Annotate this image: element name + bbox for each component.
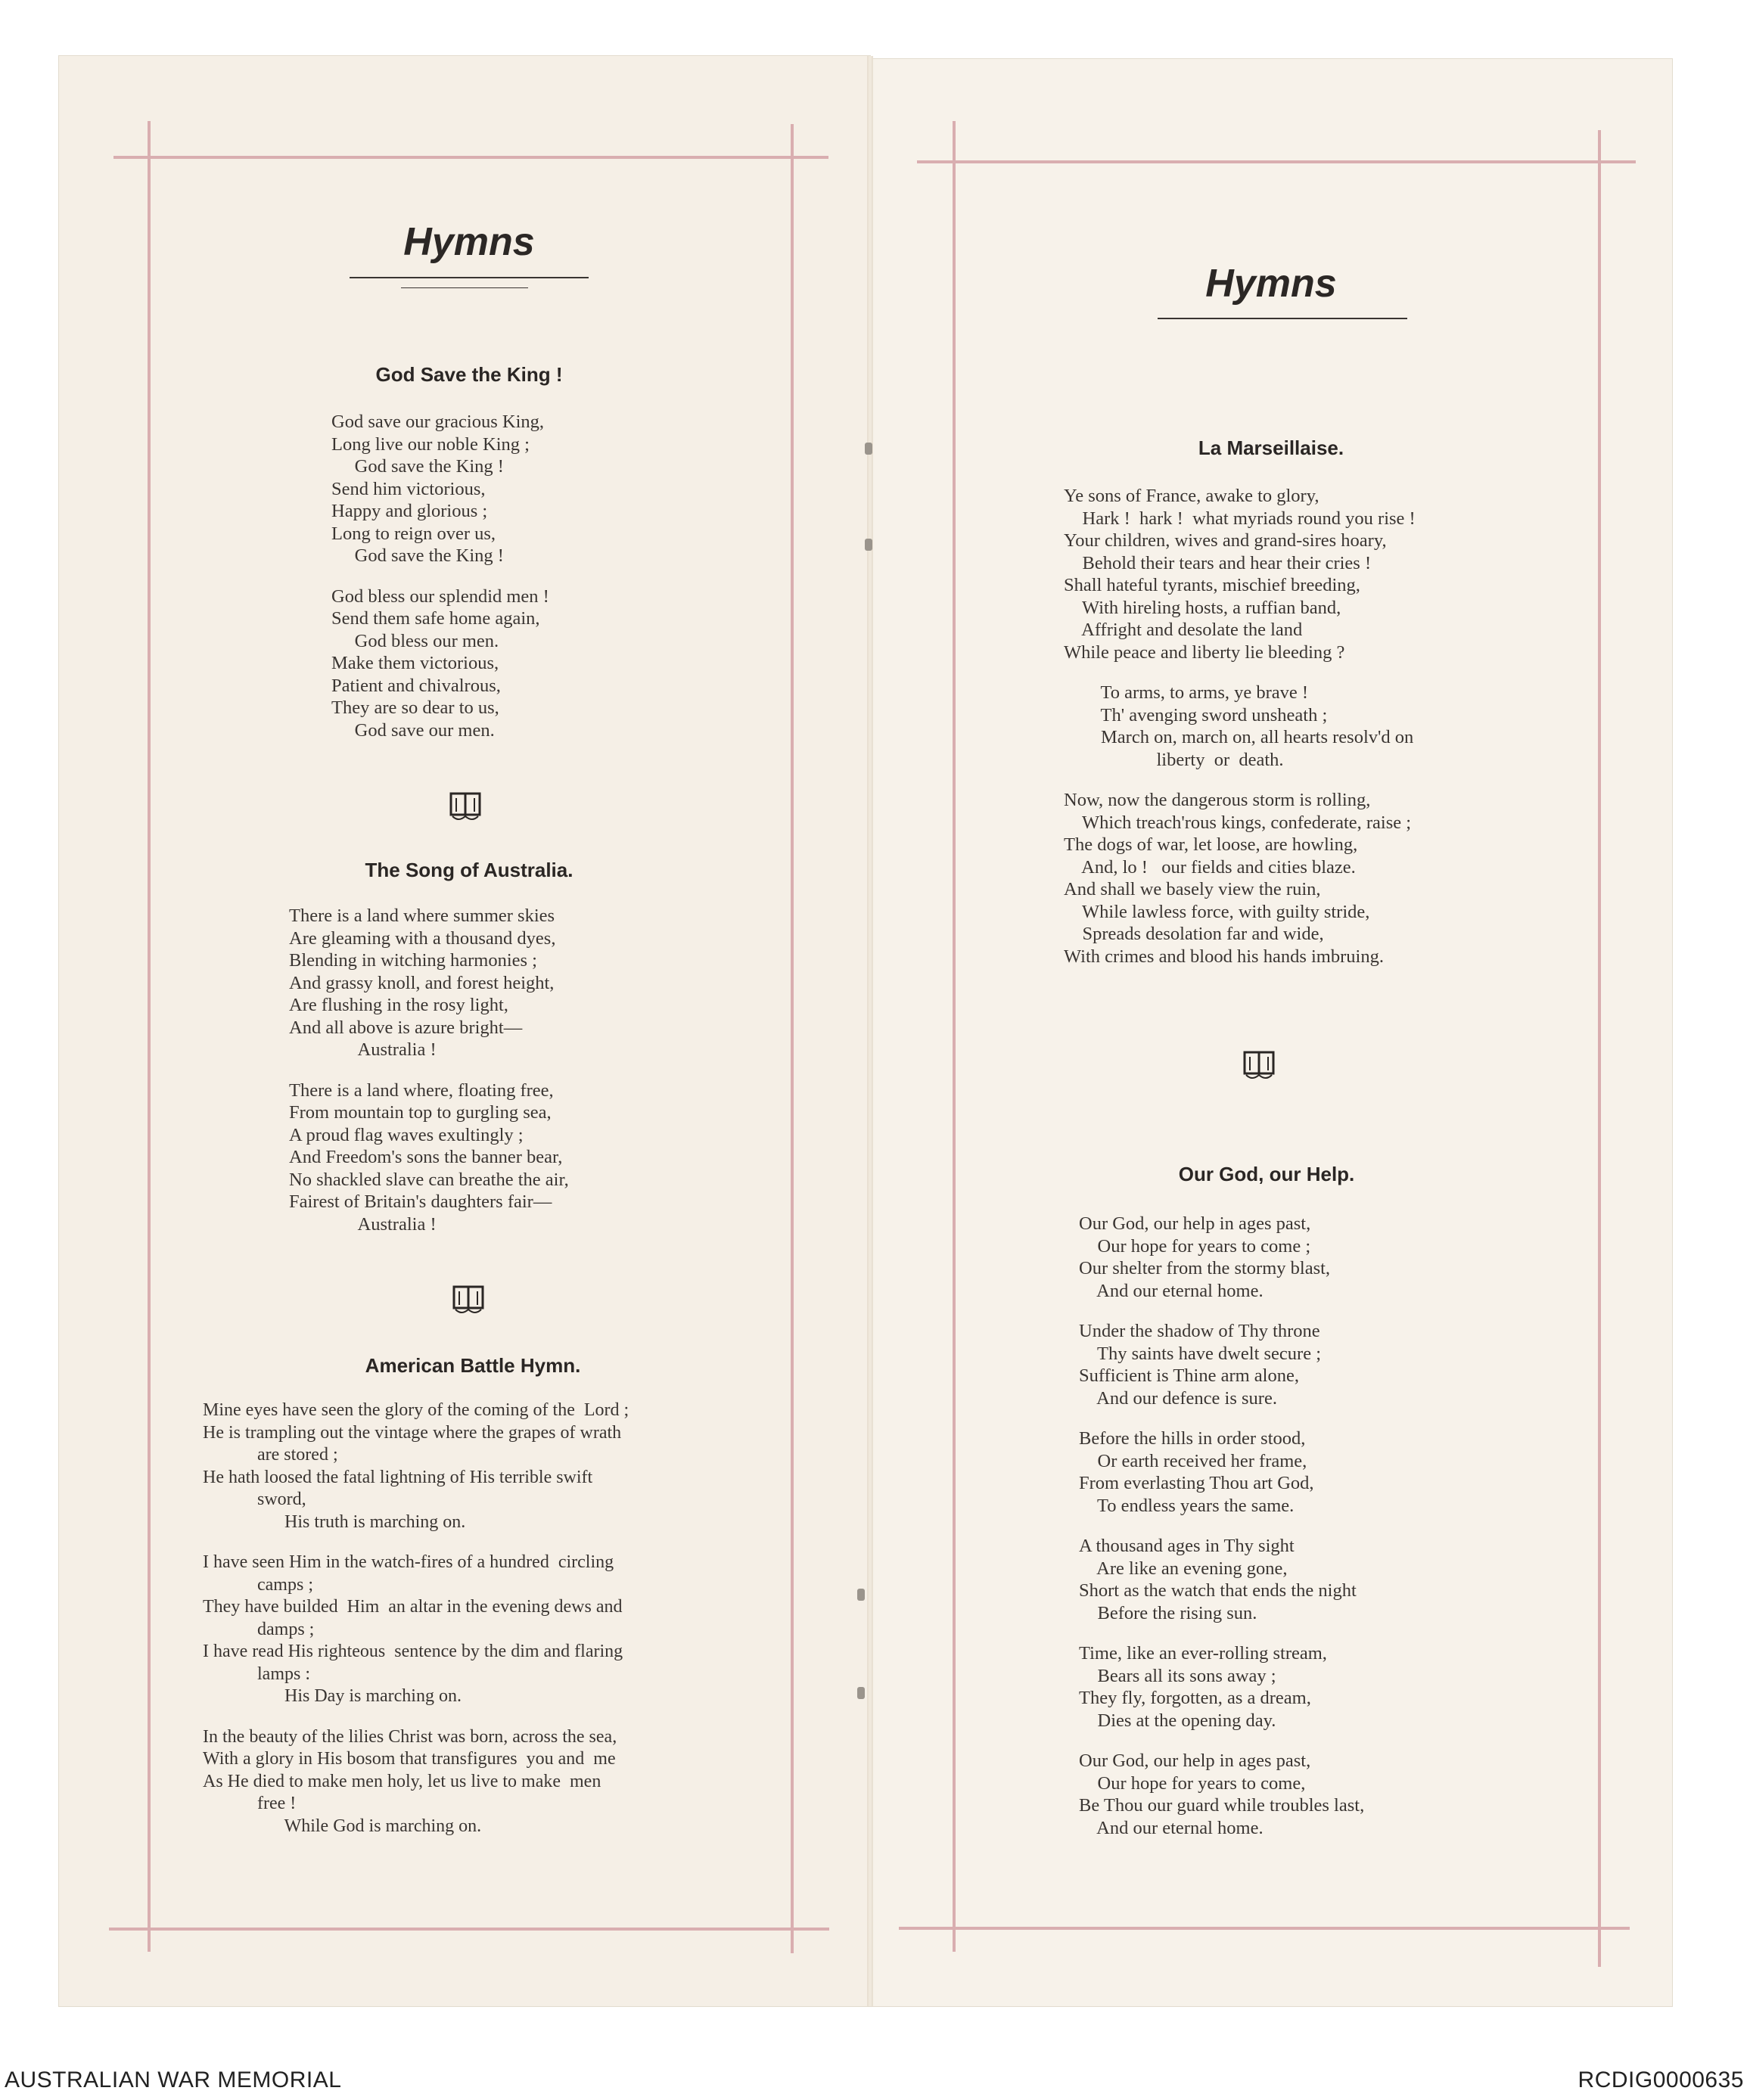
verse-line: God save our men. [331, 719, 495, 741]
hymn-title: The Song of Australia. [365, 859, 573, 881]
verse-line: His truth is marching on. [203, 1511, 466, 1532]
verse-line: And our defence is sure. [1079, 1387, 1277, 1409]
verse-line: Before the hills in order stood, [1079, 1428, 1306, 1449]
verse-line: Bears all its sons away ; [1079, 1665, 1276, 1686]
stanza-break [1064, 663, 1416, 682]
verse-line: free ! [203, 1794, 297, 1813]
verse-line: Be Thou our guard while troubles last, [1079, 1795, 1365, 1816]
verse-line: Th' avenging sword unsheath ; [1064, 704, 1328, 725]
verse-line: sword, [203, 1490, 306, 1509]
hymn-title: La Marseillaise. [1198, 436, 1344, 459]
verse-line: From mountain top to gurgling sea, [289, 1102, 552, 1123]
verse-line: I have read His righteous sentence by the dim and flaring [203, 1642, 623, 1661]
verse-line: Your children, wives and grand-sires hoary, [1064, 530, 1387, 551]
verse-line: To arms, to arms, ye brave ! [1064, 682, 1309, 703]
verse-line: God bless our splendid men ! [331, 586, 549, 607]
border-rule [148, 121, 151, 1952]
stanza-break [331, 567, 549, 586]
verse-line: With crimes and blood his hands imbruing. [1064, 946, 1384, 967]
verse-line: And our eternal home. [1079, 1817, 1264, 1838]
stanza-break [1079, 1302, 1364, 1320]
verse-line: Dies at the opening day. [1079, 1710, 1276, 1731]
verse-line: Time, like an ever-rolling stream, [1079, 1643, 1327, 1664]
verse-line: Our shelter from the stormy blast, [1079, 1258, 1331, 1278]
verse-line: Which treach'rous kings, confederate, raise ; [1064, 812, 1412, 833]
border-rule [953, 121, 956, 1952]
verse-line: While God is marching on. [203, 1816, 482, 1836]
verse-line: I have seen Him in the watch-fires of a hundred circling [203, 1552, 614, 1572]
hymn-verses [1079, 1213, 1364, 1839]
verse-line: And grassy knoll, and forest height, [289, 972, 555, 993]
verse-line: And shall we basely view the ruin, [1064, 879, 1321, 899]
hymn-title: American Battle Hymn. [365, 1354, 581, 1377]
verse-line: As He died to make men holy, let us live to make men [203, 1771, 601, 1791]
verse-line: Shall hateful tyrants, mischief breeding, [1064, 575, 1360, 595]
booklet-gutter [867, 56, 873, 2006]
verse-line: Affright and desolate the land [1064, 620, 1303, 640]
verse-line: There is a land where, floating free, [289, 1080, 554, 1101]
verse-line: He is trampling out the vintage where the grapes of wrath [203, 1422, 622, 1443]
verse-line: Long to reign over us, [331, 523, 496, 544]
verse-line: Spreads desolation far and wide, [1064, 924, 1324, 944]
verse-line: God save the King ! [331, 545, 504, 566]
verse-line: camps ; [203, 1574, 313, 1595]
verse-line: He hath loosed the fatal lightning of His terrible swift [203, 1467, 593, 1487]
stanza-break [1079, 1517, 1364, 1535]
verse-line: Or earth received her frame, [1079, 1450, 1307, 1471]
stanza-break [203, 1533, 629, 1552]
verse-line: Are flushing in the rosy light, [289, 995, 508, 1015]
border-rule [791, 124, 794, 1953]
verse-line: A proud flag waves exultingly ; [289, 1124, 524, 1145]
verse-line: With hireling hosts, a ruffian band, [1064, 597, 1341, 618]
page-heading: Hymns [1205, 262, 1337, 306]
verse-line: His Day is marching on. [203, 1686, 462, 1706]
verse-line: The dogs of war, let loose, are howling, [1064, 834, 1358, 855]
verse-line: Send them safe home again, [331, 608, 540, 629]
border-rule [1598, 130, 1601, 1967]
hymn-verses [331, 411, 549, 741]
verse-line: Ye sons of France, awake to glory, [1064, 486, 1319, 506]
verse-line: Behold their tears and hear their cries ! [1064, 552, 1372, 573]
verse-line: Before the rising sun. [1079, 1602, 1257, 1623]
verse-line: While lawless force, with guilty stride, [1064, 901, 1370, 922]
verse-line: liberty or death. [1064, 749, 1284, 770]
verse-line: From everlasting Thou art God, [1079, 1473, 1314, 1493]
verse-line: Our hope for years to come, [1079, 1772, 1306, 1794]
verse-line: March on, march on, all hearts resolv'd on [1064, 727, 1414, 747]
border-rule [109, 1928, 829, 1931]
staple [857, 1687, 865, 1699]
verse-line: A thousand ages in Thy sight [1079, 1536, 1295, 1556]
verse-line: Thy saints have dwelt secure ; [1079, 1343, 1322, 1364]
verse-line: They have builded Him an altar in the evening dews and [203, 1597, 623, 1617]
verse-line: And, lo ! our fields and cities blaze. [1064, 856, 1356, 878]
footer-archive-credit: AUSTRALIAN WAR MEMORIAL [5, 2067, 342, 2092]
verse-line: Make them victorious, [331, 653, 499, 673]
hymn-title: Our God, our Help. [1178, 1163, 1355, 1185]
verse-line: Our hope for years to come ; [1079, 1235, 1311, 1257]
hymn-verses [1064, 485, 1416, 968]
verse-line: Send him victorious, [331, 478, 486, 499]
verse-line: While peace and liberty lie bleeding ? [1064, 641, 1345, 663]
verse-line: Blending in witching harmonies ; [289, 950, 537, 971]
verse-line: There is a land where summer skies [289, 906, 555, 926]
border-rule [113, 156, 828, 159]
verse-line: Long live our noble King ; [331, 433, 530, 455]
stanza-break [1079, 1409, 1364, 1427]
verse-line: To endless years the same. [1079, 1495, 1295, 1516]
border-rule [899, 1927, 1630, 1930]
footer-record-id: RCDIG0000635 [1577, 2067, 1744, 2092]
verse-line: Short as the watch that ends the night [1079, 1580, 1357, 1601]
verse-line: God save the King ! [331, 456, 504, 477]
stanza-break [1079, 1624, 1364, 1642]
stanza-break [1079, 1732, 1364, 1750]
verse-line: Hark ! hark ! what myriads round you rise ! [1064, 508, 1416, 529]
border-rule [917, 160, 1636, 163]
verse-line: Are like an evening gone, [1079, 1558, 1288, 1579]
verse-line: And all above is azure bright— [289, 1017, 523, 1038]
verse-line: God save our gracious King, [331, 412, 545, 432]
verse-line: Happy and glorious ; [331, 501, 488, 521]
stanza-break [203, 1708, 629, 1726]
verse-line: Mine eyes have seen the glory of the coming of the Lord ; [203, 1400, 629, 1420]
verse-line: And our eternal home. [1079, 1280, 1264, 1301]
heading-underline [401, 287, 528, 288]
hymn-verses [203, 1399, 629, 1837]
verse-line: With a glory in His bosom that transfigures you and me [203, 1749, 616, 1769]
verse-line: God bless our men. [331, 630, 499, 651]
book-ornament-icon [452, 1284, 484, 1316]
verse-line: are stored ; [203, 1445, 338, 1465]
verse-line: Now, now the dangerous storm is rolling, [1064, 790, 1371, 810]
verse-line: No shackled slave can breathe the air, [289, 1169, 569, 1190]
verse-line: Australia ! [289, 1213, 437, 1235]
verse-line: Under the shadow of Thy throne [1079, 1321, 1320, 1341]
verse-line: Fairest of Britain's daughters fair— [289, 1191, 552, 1212]
verse-line: damps ; [203, 1619, 315, 1639]
hymn-verses [289, 905, 569, 1235]
verse-line: Australia ! [289, 1039, 437, 1060]
heading-underline [1158, 318, 1407, 319]
verse-line: Our God, our help in ages past, [1079, 1751, 1311, 1771]
verse-line: Our God, our help in ages past, [1079, 1213, 1311, 1234]
verse-line: Patient and chivalrous, [331, 675, 501, 696]
verse-line: They are so dear to us, [331, 697, 499, 718]
book-ornament-icon [449, 791, 481, 822]
verse-line: They fly, forgotten, as a dream, [1079, 1688, 1311, 1708]
verse-line: Are gleaming with a thousand dyes, [289, 927, 556, 949]
staple [865, 539, 872, 551]
stanza-break [1064, 771, 1416, 789]
verse-line: Sufficient is Thine arm alone, [1079, 1365, 1299, 1386]
stanza-break [289, 1061, 569, 1080]
staple [857, 1589, 865, 1601]
page-heading: Hymns [403, 220, 535, 264]
heading-underline [350, 277, 589, 278]
staple [865, 443, 872, 455]
book-ornament-icon [1243, 1049, 1275, 1081]
verse-line: In the beauty of the lilies Christ was born, across the sea, [203, 1726, 617, 1747]
verse-line: lamps : [203, 1664, 310, 1684]
verse-line: And Freedom's sons the banner bear, [289, 1147, 563, 1167]
hymn-title: God Save the King ! [375, 363, 563, 386]
